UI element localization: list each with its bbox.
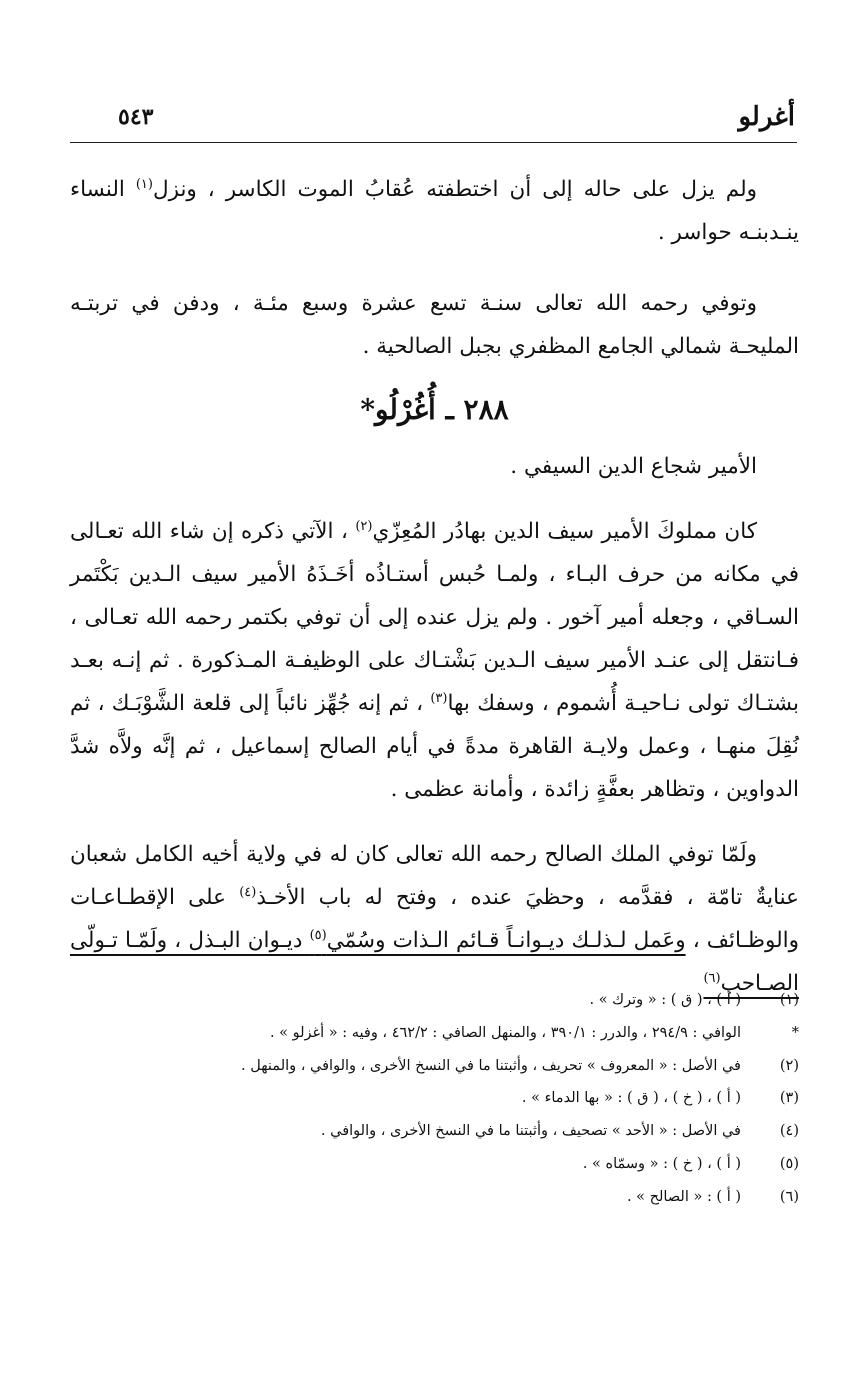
text-run: على الإقطـاعـات والوظـائف ،	[70, 885, 799, 953]
footnote-number: (٦)	[779, 1188, 799, 1205]
main-text	[70, 168, 799, 1005]
text-run: ولَمّا توفي الملك الصالح رحمه الله تعالى كان له في ولاية أخيه الكامل شعبان عنايةٌ تامّة ، فقدَّمه ، وحظيَ عنده ، وفتح له باب الأخـذ	[70, 842, 799, 910]
text-run: كان مملوكَ الأمير سيف الدين بهادُر المُعِزّي	[372, 519, 757, 544]
footnote-ref-3: (٣)	[430, 690, 448, 706]
text-run: ديـوان البـذل ، ولَمّـا تـولّى الصـاحب	[70, 928, 799, 996]
page-number: ٥٤٣	[118, 104, 154, 130]
footnote-ref-6: (٦)	[703, 970, 721, 986]
footnote-item	[120, 984, 799, 1017]
footnote-item	[120, 1148, 799, 1181]
footnote-number: (٥)	[779, 1155, 799, 1172]
footnote-item	[120, 1050, 799, 1083]
entry-name: أُغُرْلُو*	[360, 393, 436, 426]
footnote-text: الوافي : ٢٩٤/٩ ، والدرر : ٣٩٠/١ ، والمنهل الصافي : ٤٦٢/٢ ، وفيه : « أغزلو » .	[269, 1024, 741, 1041]
footnote-number: (٤)	[779, 1123, 799, 1140]
paragraph-1	[70, 168, 799, 254]
paragraph-2: وتوفي رحمه الله تعالى سنـة تسع عشرة وسبع مئـة ، ودفن في تربتـه المليحـة شمالي الجامع المظفري بجبل الصالحية .	[70, 291, 799, 359]
footnote-ref-5: (٥)	[309, 927, 327, 943]
footnote-item	[120, 1082, 799, 1115]
text-run: وعَمل لـذلـك ديـوانـاً قـائم الـذات وسُمّي	[326, 928, 686, 953]
running-header	[70, 98, 797, 143]
running-title: أغرلو	[738, 102, 795, 132]
entry-number: ٢٨٨ ـ	[445, 393, 509, 426]
entry-heading	[70, 388, 799, 431]
footnote-number: *	[791, 1024, 799, 1041]
footnote-ref-2: (٢)	[355, 518, 373, 534]
text-run: النساء ينـدبنـه حواسر .	[70, 177, 799, 245]
footnote-text: في الأصل : « المعروف » تحريف ، وأثبتنا ما في النسخ الأخرى ، والوافي ، والمنهل .	[241, 1057, 741, 1074]
footnote-item	[120, 1181, 799, 1214]
text-run: ، ثم إنه جُهِّز نائباً إلى قلعة الشَّوْبَـك ، ثم نُقِلَ منهـا ، وعمل ولايـة القاهرة مدةً في أيام الصالح إسماعيل ، ثم إنَّه ولاَّه شدَّ الدواوين ، وتظاهر بعفَّةٍ زائدة ، وأمانة عظمى .	[70, 691, 799, 802]
footnote-item	[120, 1017, 799, 1050]
paragraph-5	[70, 833, 799, 1005]
footnote-text: ( أ ) ، ( ق ) : « وترك » .	[589, 992, 741, 1008]
footnote-number: (١)	[779, 992, 799, 1008]
footnote-ref-4: (٤)	[239, 884, 257, 900]
footnote-text: في الأصل : « الأحد » تصحيف ، وأثبتنا ما في النسخ الأخرى ، والوافي .	[320, 1123, 741, 1140]
text-run: ، الآتي ذكره إن شاء الله تعـالى في مكانه من حرف البـاء ، ولمـا حُبس أستـاذُه أخَـذَهُ الأمير سيف الـدين بَكْتَمر السـاقي ، وجعله أمير آخور . ولم يزل عنده إلى أن توفي بكتمر رحمه الله تعـالى ، فـانتقل إلى عنـد الأمير سيف الـدين بَشْتـاك على الوظيفـة المـذكورة . ثم إنـه بعـد بشتـاك تولى نـاحيـة أُشموم ، وسفك بها	[70, 519, 799, 716]
paragraph-4	[70, 510, 799, 811]
footnote-text: ( أ ) ، ( خ ) : « وسمّاه » .	[582, 1155, 741, 1172]
footnotes	[120, 984, 799, 1214]
footnote-item	[120, 1115, 799, 1148]
paragraph-3: الأمير شجاع الدين السيفي .	[510, 454, 757, 479]
footnote-number: (٣)	[779, 1090, 799, 1107]
footnote-ref-1: (١)	[135, 176, 153, 192]
text-run: ولم يزل على حاله إلى أن اختطفته عُقابُ الموت الكاسر ، ونزل	[152, 177, 757, 202]
footnote-number: (٢)	[779, 1057, 799, 1074]
footnote-text: ( أ ) ، ( خ ) ، ( ق ) : « بها الدماء » .	[521, 1090, 741, 1107]
footnote-text: ( أ ) : « الصالح » .	[626, 1188, 741, 1205]
